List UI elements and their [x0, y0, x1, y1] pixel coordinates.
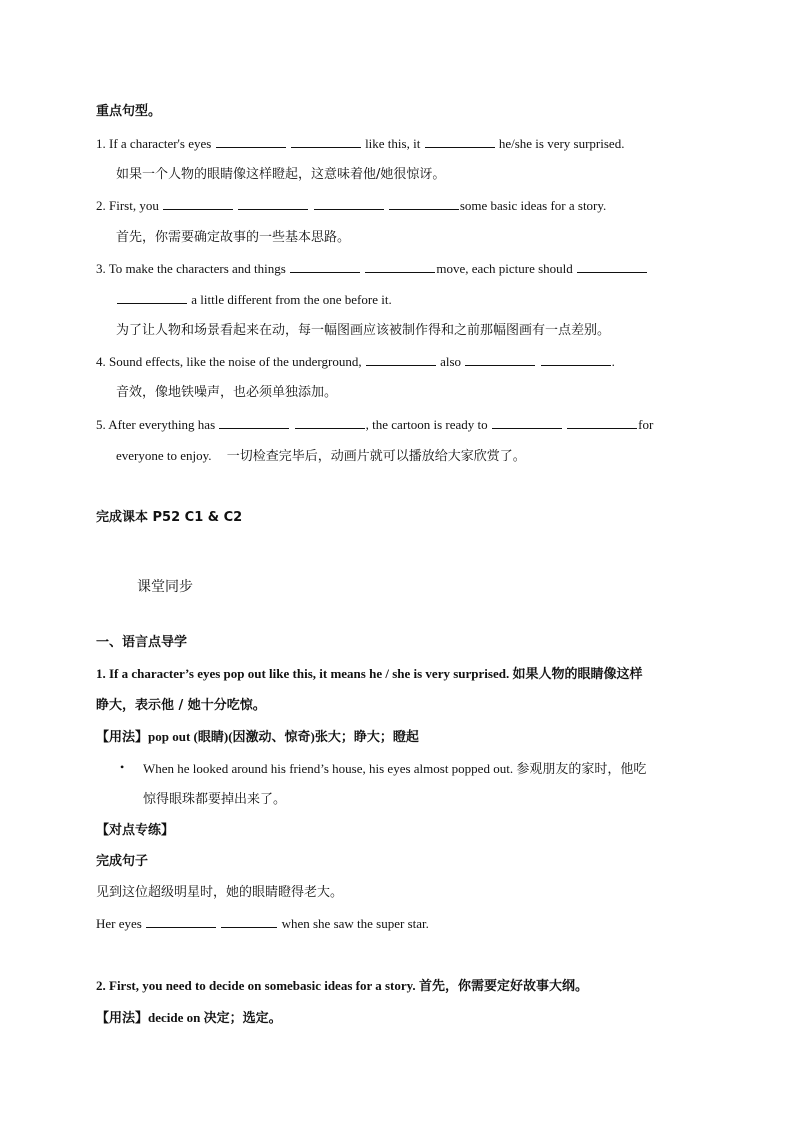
- blank[interactable]: [314, 197, 384, 210]
- text: a little different from the one before it.: [191, 292, 392, 307]
- text: 首先，你需要定好故事大纲。: [418, 979, 588, 994]
- text: 4. Sound effects, like the noise of the underground,: [96, 354, 362, 369]
- blank[interactable]: [365, 260, 435, 273]
- blank[interactable]: [146, 915, 216, 928]
- text: 3. To make the characters and things: [96, 261, 286, 276]
- blank[interactable]: [567, 416, 637, 429]
- blank[interactable]: [366, 353, 436, 366]
- drill-title: 完成句子: [96, 854, 149, 869]
- text: 2. First, you need to decide on somebasic ideas for a story.: [96, 978, 416, 993]
- blank[interactable]: [117, 291, 187, 304]
- text: decide on 决定；选定。: [148, 1010, 282, 1025]
- text: 参观朋友的家时，他吃: [516, 762, 647, 777]
- blank[interactable]: [425, 135, 495, 148]
- blank[interactable]: [221, 915, 277, 928]
- usage-tag: 【用法】: [96, 1011, 149, 1026]
- blank[interactable]: [465, 353, 535, 366]
- sentence-3-translation: 为了让人物和场景看起来在动，每一幅图画应该被制作得和之前那幅图画有一点差别。: [116, 323, 611, 338]
- part-one-title: 一、语言点导学: [96, 635, 188, 650]
- section-title: 课堂同步: [137, 579, 193, 595]
- blank[interactable]: [577, 260, 647, 273]
- point-1: [96, 665, 642, 684]
- point-1-cont: 睁大，表示他 / 她十分吃惊。: [96, 698, 266, 713]
- blank[interactable]: [290, 260, 360, 273]
- text: move, each picture should: [436, 261, 573, 276]
- drill-tag: 【对点专练】: [96, 823, 175, 838]
- sentence-5: [96, 416, 653, 434]
- text: pop out (眼睛)(因激动、惊奇)张大；睁大；瞪起: [148, 729, 419, 744]
- text: for: [638, 417, 654, 432]
- text: everyone to enjoy.: [116, 448, 212, 463]
- example-1: [143, 760, 646, 779]
- blank[interactable]: [163, 197, 233, 210]
- sentence-4: [96, 353, 615, 371]
- blank[interactable]: [219, 416, 289, 429]
- sentence-1: [96, 135, 624, 153]
- textbook-task: 完成课本 P52 C1 & C2: [96, 510, 243, 525]
- sentence-3-cont: [116, 291, 392, 309]
- text: , the cartoon is ready to: [365, 417, 488, 432]
- text: when she saw the super star.: [281, 916, 429, 931]
- point-2: [96, 977, 588, 996]
- sentence-5-cont: [116, 447, 526, 466]
- sentence-5-translation: 一切检查完毕后，动画片就可以播放给大家欣赏了。: [226, 449, 526, 464]
- text: also: [440, 354, 462, 369]
- blank[interactable]: [238, 197, 308, 210]
- drill-chinese: 见到这位超级明星时，她的眼睛瞪得老大。: [96, 885, 344, 900]
- text: 如果人物的眼睛像这样: [512, 667, 643, 682]
- sentence-1-translation: 如果一个人物的眼睛像这样瞪起，这意味着他/她很惊讶。: [116, 167, 446, 182]
- sentence-2-translation: 首先，你需要确定故事的一些基本思路。: [116, 230, 351, 245]
- blank[interactable]: [492, 416, 562, 429]
- text: Her eyes: [96, 916, 142, 931]
- heading-sentences: 重点句型。: [96, 104, 162, 119]
- drill-english: [96, 915, 429, 933]
- text: .: [611, 354, 615, 369]
- blank[interactable]: [389, 197, 459, 210]
- usage-1: [96, 728, 419, 747]
- text: 5. After everything has: [96, 417, 216, 432]
- blank[interactable]: [216, 135, 286, 148]
- example-1-cont: 惊得眼珠都要掉出来了。: [143, 792, 287, 807]
- text: When he looked around his friend’s house, his eyes almost popped out.: [143, 761, 514, 776]
- sentence-2: [96, 197, 606, 215]
- text: he/she is very surprised.: [498, 136, 625, 151]
- usage-tag: 【用法】: [96, 730, 149, 745]
- blank[interactable]: [291, 135, 361, 148]
- blank[interactable]: [295, 416, 365, 429]
- sentence-3: [96, 260, 648, 278]
- bullet-icon: •: [120, 760, 125, 774]
- sentence-4-translation: 音效，像地铁噪声，也必须单独添加。: [116, 385, 338, 400]
- usage-2: [96, 1009, 282, 1028]
- text: 1. If a character’s eyes pop out like this, it means he / she is very surprised.: [96, 666, 510, 681]
- text: 1. If a character's eyes: [96, 136, 212, 151]
- blank[interactable]: [541, 353, 611, 366]
- text: 2. First, you: [96, 198, 159, 213]
- text: some basic ideas for a story.: [459, 198, 607, 213]
- text: like this, it: [365, 136, 421, 151]
